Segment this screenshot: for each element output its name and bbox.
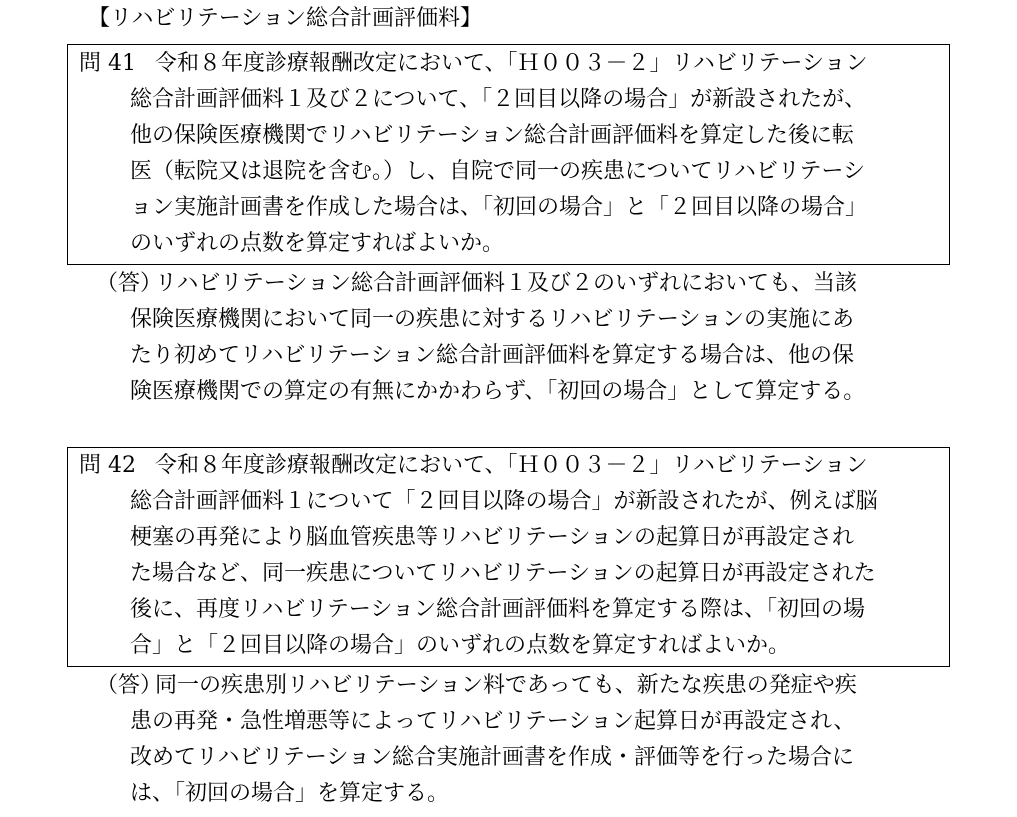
question-42-line-4: た場合など、同一疾患についてリハビリテーションの起算日が再設定された [130,561,876,586]
answer-41-line-3: たり初めてリハビリテーション総合計画評価料を算定する場合は、他の保 [130,343,855,368]
question-41-line-3: 他の保険医療機関でリハビリテーション総合計画評価料を算定した後に転 [130,123,855,148]
question-41-line-6: のいずれの点数を算定すればよいか。 [130,231,505,256]
question-42-line-2: 総合計画評価料１について「２回目以降の場合」が新設されたが、例えば脳 [130,489,878,514]
answer-42-line-3: 改めてリハビリテーション総合実施計画書を作成・評価等を行った場合に [130,745,855,770]
question-42-line-5: 後に、再度リハビリテーション総合計画評価料を算定する際は、「初回の場 [130,597,866,622]
question-41-line-1: 令和８年度診療報酬改定において、「Ｈ００３－２」リハビリテーション [155,51,868,76]
answer-41-label: （答） [96,271,163,296]
answer-42-line-1: 同一の疾患別リハビリテーション料であっても、新たな疾患の発症や疾 [155,673,857,698]
section-title: 【リハビリテーション総合計画評価料】 [88,6,483,31]
answer-41-line-1: リハビリテーション総合計画評価料１及び２のいずれにおいても、当該 [155,271,858,296]
question-41-label: 問 41 [79,51,136,76]
question-42-label: 問 42 [79,453,136,478]
answer-42-label: （答） [96,673,163,698]
question-41-line-4: 医（転院又は退院を含む。）し、自院で同一の疾患についてリハビリテーシ [130,159,866,184]
question-42-line-1: 令和８年度診療報酬改定において、「Ｈ００３－２」リハビリテーション [155,453,868,478]
question-42-line-3: 梗塞の再発により脳血管疾患等リハビリテーションの起算日が再設定され [130,525,855,550]
question-41-line-5: ョン実施計画書を作成した場合は、「初回の場合」と「２回目以降の場合」 [130,195,868,220]
answer-42-line-4: は、「初回の場合」を算定する。 [130,781,450,806]
answer-41-line-4: 険医療機関での算定の有無にかかわらず、「初回の場合」として算定する。 [130,379,866,404]
question-41-line-2: 総合計画評価料１及び２について、「２回目以降の場合」が新設されたが、 [130,87,867,112]
answer-41-line-2: 保険医療機関において同一の疾患に対するリハビリテーションの実施にあ [130,307,855,332]
answer-42-line-2: 患の再発・急性増悪等によってリハビリテーション起算日が再設定され、 [130,709,856,734]
question-42-line-6: 合」と「２回目以降の場合」のいずれの点数を算定すればよいか。 [130,633,791,658]
